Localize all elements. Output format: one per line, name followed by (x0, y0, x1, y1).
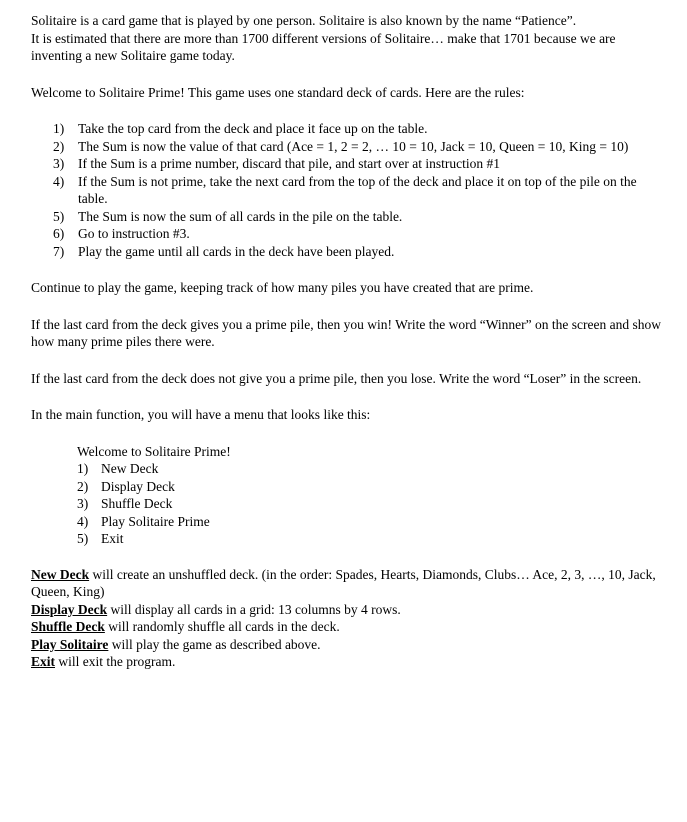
description-term: Exit (31, 654, 56, 669)
rule-item (31, 120, 661, 138)
rule-item (31, 173, 661, 208)
rule-number: 1) (53, 121, 65, 136)
rule-number: 2) (53, 138, 65, 154)
menu-item-label: Display Deck (101, 478, 175, 494)
lose-paragraph: If the last card from the deck does not give you a prime pile, then you lose. Write the word “Loser” in the screen. (31, 370, 642, 386)
description-text: will create an unshuffled deck. (in the order: Spades, Hearts, Diamonds, Clubs… Ace, 2, 3, …, 10, Jack, Queen, King) (31, 566, 656, 599)
menu-item-number: 4) (77, 513, 89, 529)
rule-text: The Sum is now the value of that card (Ace = 1, 2 = 2, … 10 = 10, Jack = 10, Queen = 10, King = 10) (78, 138, 629, 154)
description-term: Play Solitaire (31, 636, 109, 652)
rule-text: Go to instruction #3. (78, 226, 190, 241)
description-text: will display all cards in a grid: 13 columns by 4 rows. (107, 601, 401, 617)
description-text: will exit the program. (55, 654, 176, 669)
description-line (31, 601, 661, 619)
menu-item (77, 478, 661, 496)
rule-item (31, 225, 661, 243)
rule-number: 4) (53, 173, 65, 189)
rule-number: 3) (53, 156, 65, 171)
description-term: New Deck (31, 566, 90, 582)
menu-item (77, 530, 661, 548)
continue-paragraph: Continue to play the game, keeping track of how many piles you have created that are prime. (31, 280, 534, 295)
description-line (31, 653, 661, 671)
rules-list (31, 120, 661, 260)
rule-number: 6) (53, 226, 65, 241)
menu-item-label: Exit (101, 531, 124, 546)
menu-title: Welcome to Solitaire Prime! (77, 443, 231, 459)
document-page (31, 12, 661, 671)
rule-text: If the Sum is a prime number, discard that pile, and start over at instruction #1 (78, 156, 500, 171)
rule-text: If the Sum is not prime, take the next card from the top of the deck and place it on top of the pile on the table. (78, 173, 637, 206)
menu-item (77, 513, 661, 531)
rule-item (31, 155, 661, 173)
rule-item (31, 138, 661, 156)
menu-item (77, 460, 661, 478)
menu-item (77, 495, 661, 513)
rule-number: 5) (53, 208, 65, 224)
rule-text: The Sum is now the sum of all cards in the pile on the table. (78, 208, 403, 224)
rule-item (31, 243, 661, 261)
welcome-paragraph: Welcome to Solitaire Prime! This game uses one standard deck of cards. Here are the rules: (31, 84, 525, 100)
description-line (31, 618, 661, 636)
description-term: Display Deck (31, 601, 108, 617)
description-text: will play the game as described above. (108, 636, 321, 652)
rule-number: 7) (53, 243, 65, 259)
intro-line-1: Solitaire is a card game that is played by one person. Solitaire is also known by the name “Patience”. (31, 13, 577, 28)
intro-paragraph (31, 12, 661, 65)
win-paragraph: If the last card from the deck gives you a prime pile, then you win! Write the word “Winner” on the screen and show how many prime piles there were. (31, 316, 661, 349)
description-line (31, 566, 661, 601)
menu-item-label: New Deck (101, 461, 159, 476)
description-text: will randomly shuffle all cards in the deck. (104, 619, 340, 634)
menu-item-number: 3) (77, 496, 89, 511)
menu-item-number: 2) (77, 478, 89, 494)
rule-item (31, 208, 661, 226)
rule-text: Take the top card from the deck and place it face up on the table. (78, 121, 428, 136)
menu-item-label: Play Solitaire Prime (101, 513, 210, 529)
description-term: Shuffle Deck (31, 619, 105, 634)
description-line (31, 636, 661, 654)
menu-item-number: 1) (77, 461, 89, 476)
menu-item-label: Shuffle Deck (101, 496, 173, 511)
menu-example (77, 443, 661, 548)
menu-item-number: 5) (77, 531, 89, 546)
intro-line-2: It is estimated that there are more than 1700 different versions of Solitaire… make that 1701 because we are inventing a new Solitaire game today. (31, 30, 616, 63)
rule-text: Play the game until all cards in the deck have been played. (78, 243, 395, 259)
descriptions-block (31, 566, 661, 671)
menu-intro-paragraph: In the main function, you will have a menu that looks like this: (31, 407, 371, 422)
